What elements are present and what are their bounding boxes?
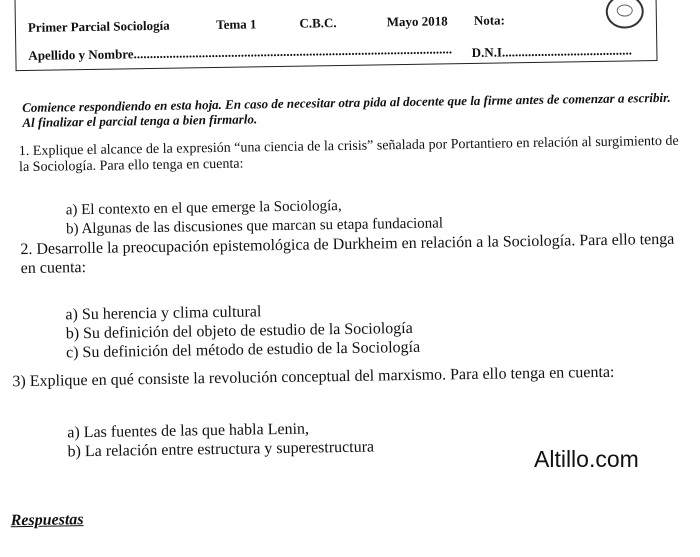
dni-field: D.N.I........................................ — [471, 42, 633, 60]
course-title: Primer Parcial Sociología — [27, 17, 170, 35]
header-row-2 — [28, 38, 632, 67]
instructions: Comience respondiendo en esta hoja. En caso de necesitar otra pida al docente que la firme antes de comenzar a escribir. Al finalizar el parcial tenga a bien firmarlo. — [22, 89, 671, 131]
cbc-label: C.B.C. — [299, 15, 337, 31]
question-2-items — [65, 300, 420, 363]
question-3-items — [67, 419, 374, 462]
stamp-seal — [605, 0, 644, 29]
exam-date: Mayo 2018 — [386, 13, 448, 30]
question-1: 1. Explique el alcance de la expresión “una ciencia de la crisis” señalada por Portantiero en relación al surgimiento de la Sociología. Para ello tenga en cuenta: — [18, 133, 679, 176]
nota-label: Nota: — [473, 12, 506, 28]
question-1-items — [66, 195, 444, 239]
list-item: a) Su herencia y clima cultural — [65, 303, 262, 324]
watermark: Altillo.com — [534, 446, 639, 472]
list-item: b) Algunas de las discusiones que marcan su etapa fundacional — [65, 215, 444, 238]
question-3: 3) Explique en qué consiste la revolución conceptual del marxismo. Para ello tenga en cuenta: — [12, 363, 615, 391]
list-item: a) Las fuentes de las que habla Lenin, — [67, 420, 310, 442]
list-item: b) Su definición del objeto de estudio de la Sociología — [65, 319, 413, 343]
header-row-1 — [28, 12, 505, 35]
exam-header — [14, 0, 657, 71]
list-item: b) La relación entre estructura y superestructura — [67, 438, 375, 461]
list-item: c) Su definición del método de estudio de la Sociología — [65, 338, 421, 362]
answers-heading: Respuestas — [10, 511, 84, 530]
name-field: Apellido y Nombre.................................................................................................. — [28, 41, 453, 63]
question-2: 2. Desarrolle la preocupación epistemológica de Durkheim en relación a la Sociología. Para ello tenga en cuenta: — [20, 230, 675, 278]
list-item: a) El contexto en el que emerge la Sociología, — [65, 198, 342, 219]
tema-label: Tema 1 — [216, 16, 257, 32]
